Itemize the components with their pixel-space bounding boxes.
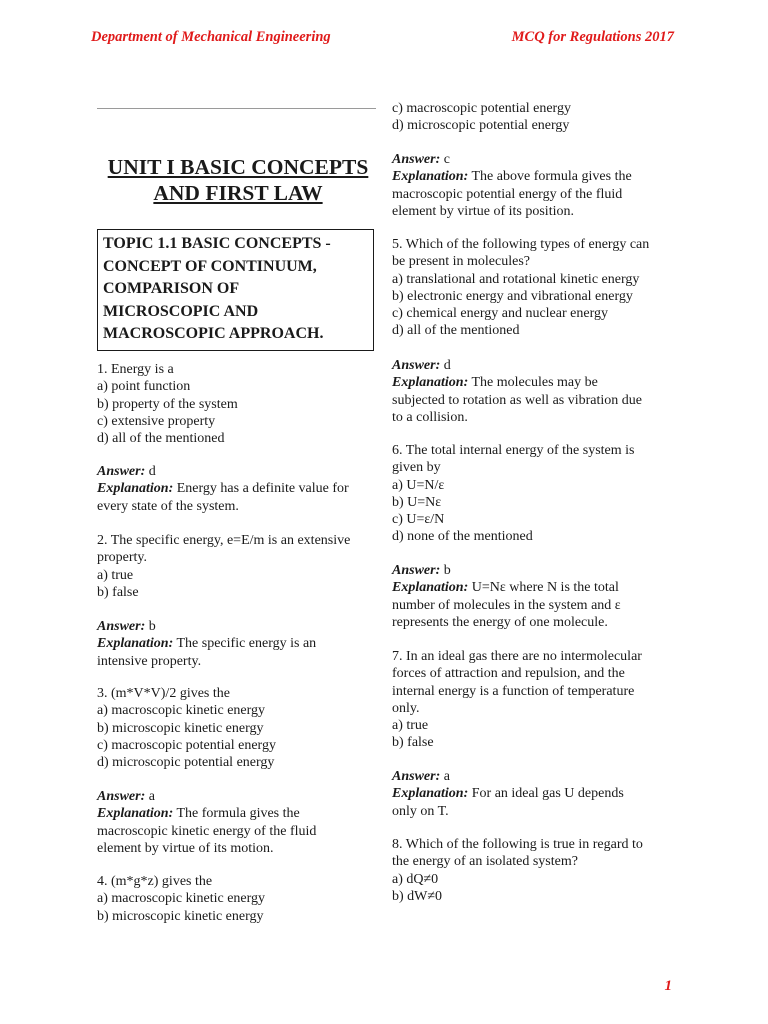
answer-4 bbox=[392, 151, 632, 220]
question-6 bbox=[392, 442, 634, 546]
option-b: b) property of the system bbox=[97, 396, 238, 412]
option-b: b) microscopic kinetic energy bbox=[97, 720, 264, 736]
question-text: forces of attraction and repulsion, and the bbox=[392, 666, 625, 682]
question-1 bbox=[97, 361, 238, 447]
option-c: c) extensive property bbox=[97, 413, 216, 429]
question-3 bbox=[97, 685, 276, 771]
answer-label: Answer: bbox=[97, 789, 146, 804]
question-8 bbox=[392, 836, 643, 905]
question-text: the energy of an isolated system? bbox=[392, 854, 578, 870]
explanation-text: macroscopic kinetic energy of the fluid bbox=[97, 823, 317, 839]
answer-label: Answer: bbox=[392, 358, 441, 373]
option-a: a) U=N/ε bbox=[392, 477, 445, 493]
explanation-label: Explanation: bbox=[392, 786, 469, 802]
explanation-text: The above formula gives the bbox=[471, 169, 632, 185]
explanation-text: macroscopic potential energy of the fluid bbox=[392, 186, 623, 202]
option-c: c) macroscopic potential energy bbox=[97, 737, 276, 753]
explanation-text: The molecules may be bbox=[471, 375, 598, 391]
topic-line: MICROSCOPIC AND bbox=[103, 302, 259, 320]
answer-value: d bbox=[443, 358, 451, 373]
option-b: b) microscopic kinetic energy bbox=[97, 908, 264, 924]
question-text: 2. The specific energy, e=E/m is an extensive bbox=[97, 533, 351, 548]
answer-1 bbox=[97, 463, 349, 515]
question-text: given by bbox=[392, 460, 441, 476]
answer-value: a bbox=[443, 769, 450, 784]
answer-2 bbox=[97, 618, 316, 670]
explanation-label: Explanation: bbox=[97, 481, 174, 497]
option-c: c) macroscopic potential energy bbox=[392, 101, 571, 116]
answer-label: Answer: bbox=[392, 563, 441, 578]
question-7 bbox=[392, 648, 642, 752]
question-4-continued bbox=[392, 100, 571, 135]
option-a: a) macroscopic kinetic energy bbox=[97, 891, 266, 907]
option-c: c) U=ε/N bbox=[392, 512, 445, 528]
topic-line: CONCEPT OF CONTINUUM, bbox=[103, 257, 317, 275]
option-b: b) false bbox=[392, 735, 434, 751]
question-text: only. bbox=[392, 700, 420, 716]
answer-5 bbox=[392, 357, 642, 426]
unit-title bbox=[97, 154, 379, 206]
explanation-label: Explanation: bbox=[392, 375, 469, 391]
option-b: b) electronic energy and vibrational energy bbox=[392, 288, 633, 304]
option-d: d) all of the mentioned bbox=[392, 323, 520, 339]
topic-line: COMPARISON OF bbox=[103, 280, 240, 297]
option-d: d) none of the mentioned bbox=[392, 529, 533, 545]
question-text: internal energy is a function of temperature bbox=[392, 683, 635, 699]
question-text: be present in molecules? bbox=[392, 254, 531, 270]
explanation-text: only on T. bbox=[392, 803, 449, 819]
explanation-text: For an ideal gas U depends bbox=[471, 786, 624, 802]
answer-label: Answer: bbox=[392, 152, 441, 167]
explanation-text: Energy has a definite value for bbox=[176, 481, 349, 497]
topic-line: MACROSCOPIC APPROACH. bbox=[103, 325, 324, 342]
explanation-text: number of molecules in the system and ε bbox=[392, 597, 621, 613]
answer-value: b bbox=[148, 619, 156, 634]
option-a: a) macroscopic kinetic energy bbox=[97, 703, 266, 719]
answer-3 bbox=[97, 788, 316, 857]
explanation-label: Explanation: bbox=[392, 169, 469, 185]
explanation-text: U=Nε where N is the total bbox=[471, 580, 619, 596]
header-department: Department of Mechanical Engineering bbox=[91, 29, 331, 45]
answer-label: Answer: bbox=[97, 464, 146, 479]
explanation-text: every state of the system. bbox=[97, 498, 239, 514]
option-a: a) point function bbox=[97, 379, 191, 395]
question-2 bbox=[97, 532, 350, 601]
explanation-text: to a collision. bbox=[392, 409, 468, 425]
question-text: 6. The total internal energy of the system is bbox=[392, 443, 635, 458]
unit-title-line-2: AND FIRST LAW bbox=[153, 181, 323, 205]
question-text: 7. In an ideal gas there are no intermolecular bbox=[392, 649, 642, 664]
unit-title-line-1: UNIT I BASIC CONCEPTS bbox=[107, 155, 369, 179]
question-4 bbox=[97, 873, 265, 925]
option-b: b) U=Nε bbox=[392, 494, 442, 510]
option-d: d) microscopic potential energy bbox=[97, 755, 275, 771]
topic-box bbox=[97, 229, 374, 351]
explanation-label: Explanation: bbox=[97, 806, 174, 822]
option-a: a) true bbox=[97, 567, 134, 583]
question-text: 3. (m*V*V)/2 gives the bbox=[97, 686, 230, 701]
explanation-text: represents the energy of one molecule. bbox=[392, 614, 608, 630]
question-5 bbox=[392, 236, 649, 340]
option-d: d) microscopic potential energy bbox=[392, 118, 570, 134]
option-b: b) dW≠0 bbox=[392, 888, 443, 904]
question-text: 4. (m*g*z) gives the bbox=[97, 874, 213, 889]
question-text: 5. Which of the following types of energy can bbox=[392, 237, 650, 252]
answer-value: d bbox=[148, 464, 156, 479]
explanation-text: The formula gives the bbox=[176, 806, 300, 822]
page-number: 1 bbox=[664, 978, 672, 994]
answer-value: b bbox=[443, 563, 451, 578]
option-a: a) dQ≠0 bbox=[392, 871, 439, 887]
header-regulations: MCQ for Regulations 2017 bbox=[511, 29, 674, 45]
topic-line: TOPIC 1.1 BASIC CONCEPTS - bbox=[103, 235, 331, 252]
answer-label: Answer: bbox=[97, 619, 146, 634]
option-c: c) chemical energy and nuclear energy bbox=[392, 306, 608, 322]
answer-7 bbox=[392, 768, 624, 820]
explanation-label: Explanation: bbox=[392, 580, 469, 596]
answer-label: Answer: bbox=[392, 769, 441, 784]
answer-value: a bbox=[148, 789, 155, 804]
explanation-text: subjected to rotation as well as vibration due bbox=[392, 392, 642, 408]
option-d: d) all of the mentioned bbox=[97, 431, 225, 447]
header-rule bbox=[97, 108, 376, 109]
answer-6 bbox=[392, 562, 621, 631]
question-text: 1. Energy is a bbox=[97, 362, 174, 377]
answer-value: c bbox=[443, 152, 450, 167]
explanation-text: element by virtue of its position. bbox=[392, 203, 574, 219]
explanation-label: Explanation: bbox=[97, 636, 174, 652]
explanation-text: The specific energy is an bbox=[176, 636, 317, 652]
question-text: 8. Which of the following is true in regard to bbox=[392, 837, 643, 852]
option-b: b) false bbox=[97, 584, 139, 600]
explanation-text: intensive property. bbox=[97, 653, 202, 669]
option-a: a) translational and rotational kinetic energy bbox=[392, 271, 640, 287]
question-text: property. bbox=[97, 550, 148, 566]
explanation-text: element by virtue of its motion. bbox=[97, 840, 274, 856]
option-a: a) true bbox=[392, 718, 429, 734]
